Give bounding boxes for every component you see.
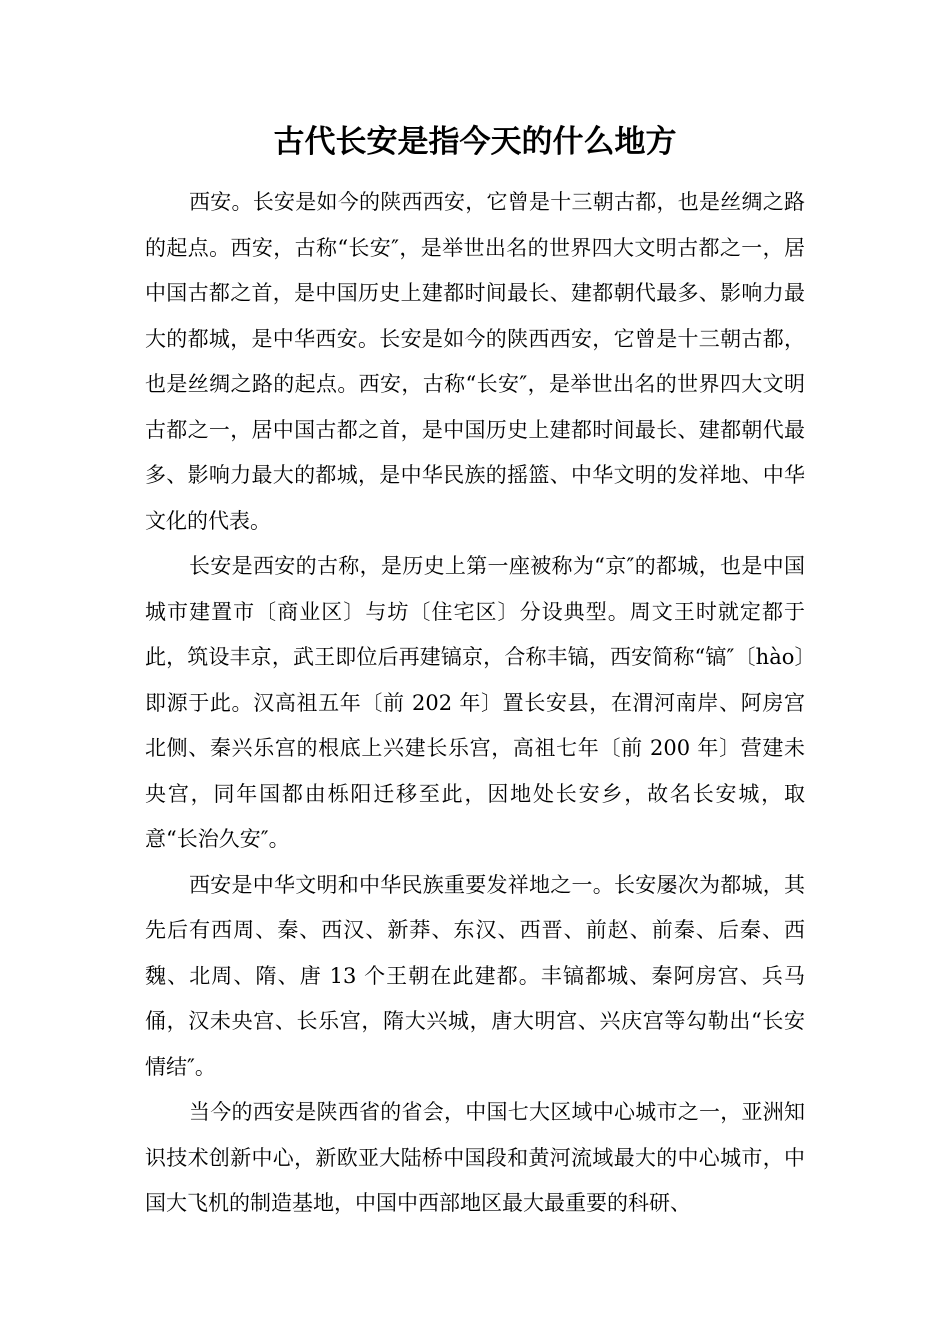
document-body: [145, 180, 805, 1227]
paragraph-1: 西安。长安是如今的陕西西安，它曾是十三朝古都，也是丝绸之路的起点。西安，古称“长安″，是举世出名的世界四大文明古都之一，居中国古都之首，是中国历史上建都时间最长、建都朝代最多、影响力最大的都城，是中华西安。长安是如今的陕西西安，它曾是十三朝古都，也是丝绸之路的起点。西安，古称“长安″，是举世出名的世界四大文明古都之一，居中国古都之首，是中国历史上建都时间最长、建都朝代最多、影响力最大的都城，是中华民族的摇篮、中华文明的发祥地、中华文化的代表。: [145, 190, 805, 533]
paragraph-3: 西安是中华文明和中华民族重要发祥地之一。长安屡次为都城，其先后有西周、秦、西汉、新莽、东汉、西晋、前赵、前秦、后秦、西魏、北周、隋、唐 13 个王朝在此建都。丰镐都城、秦阿房宫、兵马俑，汉未央宫、长乐宫，隋大兴城，唐大明宫、兴庆宫等勾勒出“长安情结″。: [145, 872, 805, 1079]
paragraph-4: 当今的西安是陕西省的省会，中国七大区域中心城市之一，亚洲知识技术创新中心，新欧亚大陆桥中国段和黄河流域最大的中心城市，中国大飞机的制造基地，中国中西部地区最大最重要的科研、: [145, 1100, 805, 1215]
document-title: 古代长安是指今天的什么地方: [273, 124, 677, 160]
paragraph-2: 长安是西安的古称，是历史上第一座被称为“京″的都城，也是中国城市建置市〔商业区〕与坊〔住宅区〕分设典型。周文王时就定都于此，筑设丰京，武王即位后再建镐京，合称丰镐，西安简称“镐″〔hào〕即源于此。汉高祖五年〔前 202 年〕置长安县，在渭河南岸、阿房宫北侧、秦兴乐宫的根底上兴建长乐宫，高祖七年〔前 200 年〕营建未央宫，同年国都由栎阳迁移至此，因地处长安乡，故名长安城，取意“长治久安″。: [145, 554, 805, 851]
